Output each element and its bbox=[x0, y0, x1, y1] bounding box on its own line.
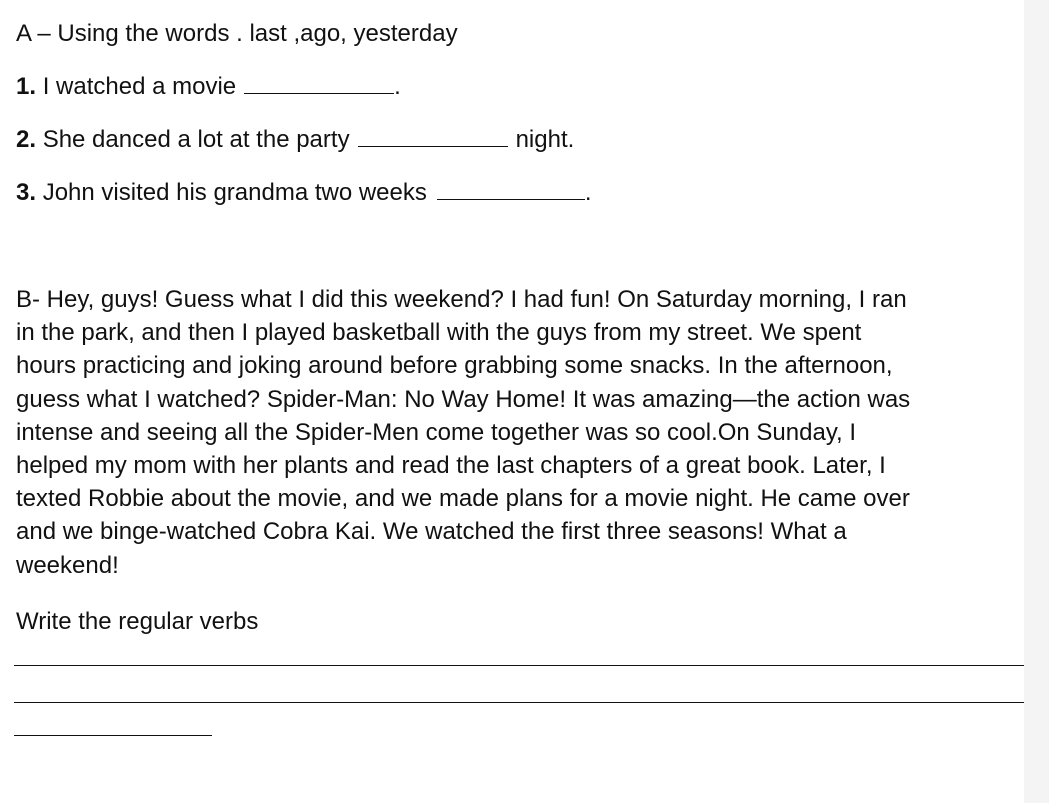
paragraph-line: in the park, and then I played basketball with the guys from my street. We spent bbox=[16, 319, 862, 347]
exercise-item-1 bbox=[16, 73, 401, 101]
answer-line-3[interactable] bbox=[14, 735, 212, 736]
answer-line-1[interactable] bbox=[14, 665, 1024, 666]
paragraph-line: guess what I watched? Spider-Man: No Way Home! It was amazing—the action was bbox=[16, 385, 911, 413]
answer-blank[interactable] bbox=[244, 75, 394, 94]
item-number: 2. bbox=[16, 126, 37, 153]
answer-blank[interactable] bbox=[358, 128, 508, 147]
answer-blank[interactable] bbox=[437, 181, 585, 200]
regular-verbs-instruction: Write the regular verbs bbox=[16, 608, 259, 635]
paragraph-line: B- Hey, guys! Guess what I did this weekend? I had fun! On Saturday morning, I ran bbox=[16, 286, 907, 313]
item-text-after: . bbox=[394, 73, 401, 100]
item-text-before: I watched a movie bbox=[42, 73, 237, 100]
item-text-before: John visited his grandma two weeks bbox=[42, 179, 427, 206]
item-number: 3. bbox=[16, 179, 37, 206]
answer-line-2[interactable] bbox=[14, 702, 1024, 703]
paragraph-line: hours practicing and joking around before grabbing some snacks. In the afternoon, bbox=[16, 352, 893, 380]
paragraph-line: intense and seeing all the Spider-Men come together was so cool.On Sunday, I bbox=[16, 418, 857, 446]
section-b-paragraph bbox=[16, 283, 1024, 582]
item-text-after: . bbox=[584, 179, 592, 206]
exercise-item-3 bbox=[16, 179, 592, 207]
paragraph-line: helped my mom with her plants and read the last chapters of a great book. Later, I bbox=[16, 452, 886, 480]
item-text-before: She danced a lot at the party bbox=[42, 126, 350, 153]
page-margin-strip bbox=[1024, 0, 1049, 803]
paragraph-line: weekend! bbox=[16, 551, 119, 579]
item-text-after: night. bbox=[515, 126, 575, 153]
exercise-item-2 bbox=[16, 126, 574, 154]
paragraph-line: and we binge-watched Cobra Kai. We watched the first three seasons! What a bbox=[16, 518, 847, 546]
item-number: 1. bbox=[16, 73, 37, 100]
paragraph-line: texted Robbie about the movie, and we made plans for a movie night. He came over bbox=[16, 485, 910, 513]
section-a-heading: A – Using the words . last ,ago, yesterday bbox=[16, 20, 458, 47]
